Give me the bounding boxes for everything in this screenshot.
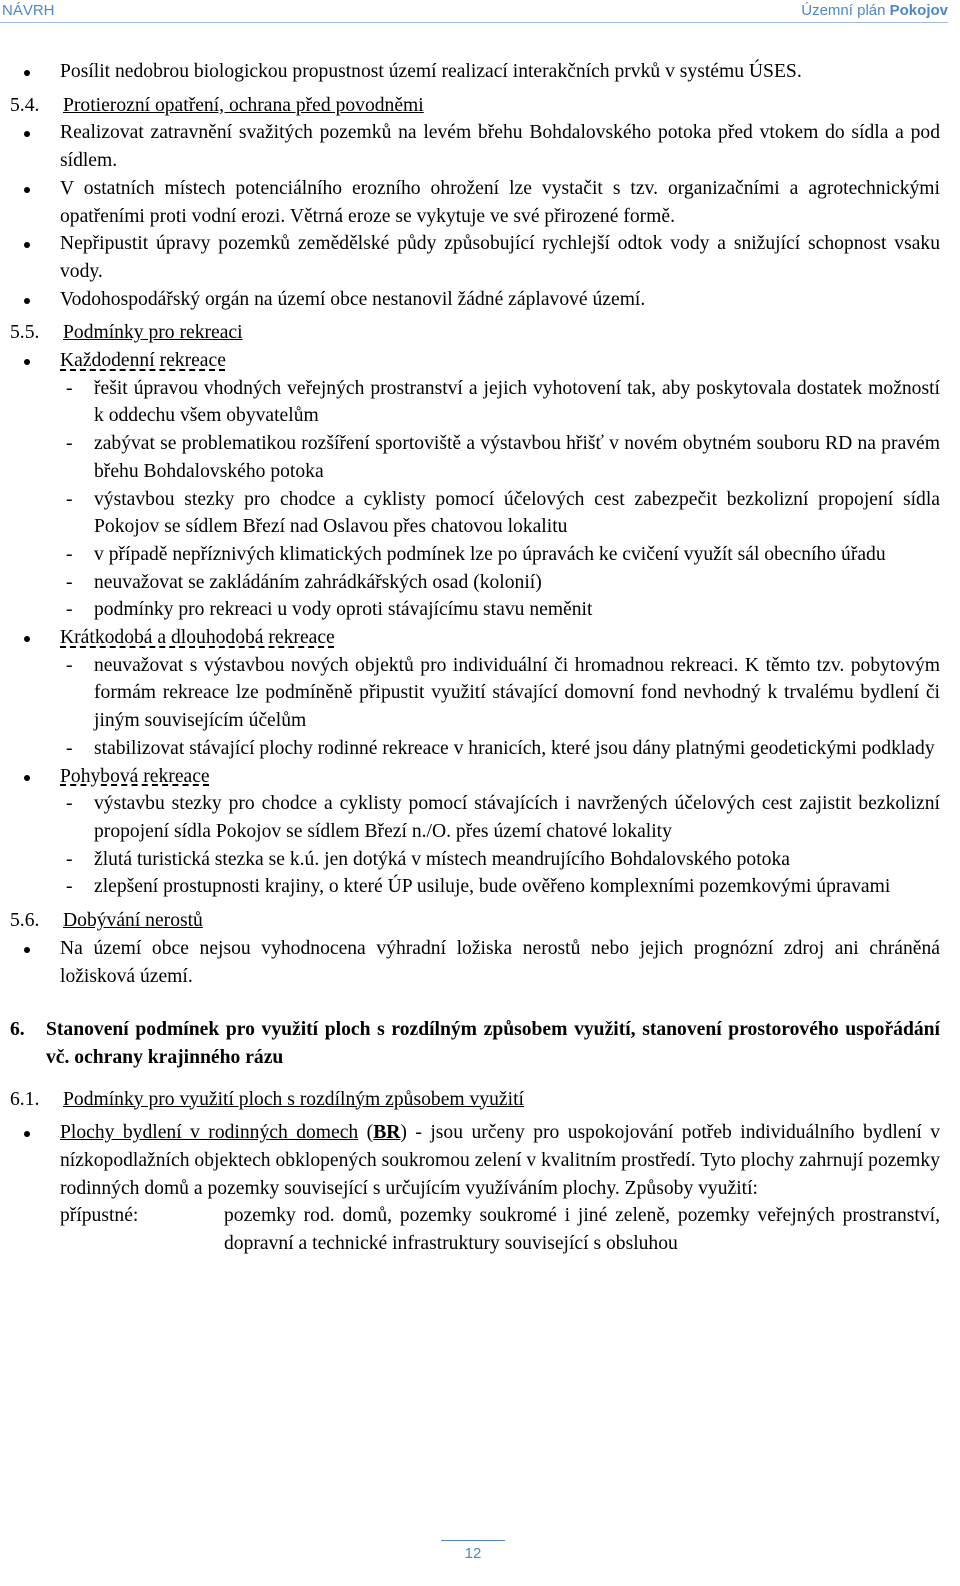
bullet-icon (24, 1131, 30, 1137)
bullet-icon (24, 359, 30, 365)
subsection-title-daily-recreation: Každodenní rekreace (10, 347, 940, 375)
allowed-use-text: pozemky rod. domů, pozemky soukromé i jiné zeleně, pozemky veřejných prostranství, dopravní a technické infrastruktury související s obsluhou (224, 1205, 940, 1255)
bullet-icon (24, 131, 30, 137)
header-draft-label: NÁVRH (2, 2, 55, 19)
section-heading-5-6: 5.6. Dobývání nerostů (10, 910, 203, 932)
section-heading-6-1: 6.1. Podmínky pro využití ploch s rozdílným způsobem využití (10, 1088, 524, 1110)
list-item: Vodohospodářský orgán na území obce nestanovil žádné záplavové území. (10, 286, 940, 314)
list-item: Posílit nedobrou biologickou propustnost území realizací interakčních prvků v systému ÚSES. (10, 58, 940, 86)
allowed-use-row (10, 1202, 940, 1257)
bullet-icon (24, 187, 30, 193)
section-heading-5-5: 5.5. Podmínky pro rekreaci (10, 322, 243, 344)
bullet-icon (24, 947, 30, 953)
dash-item: - neuvažovat se zakládáním zahrádkářských osad (kolonií) (66, 571, 542, 593)
subsection-title-short-long-recreation: Krátkodobá a dlouhodobá rekreace (10, 624, 940, 652)
dash-item: - v případě nepříznivých klimatických podmínek lze po úpravách ke cvičení využít sál obecního úřadu (66, 543, 886, 565)
dash-item: - řešit úpravou vhodných veřejných prostranství a jejich vyhotovení tak, aby poskytovala dostatek možností k oddechu všem obyvatelům (66, 377, 940, 427)
footer-divider (441, 1540, 505, 1541)
allowed-use-label: přípustné: (60, 1205, 139, 1227)
section-heading-5-4: 5.4. Protierozní opatření, ochrana před povodněmi (10, 94, 424, 116)
dash-item: - neuvažovat s výstavbou nových objektů pro individuální či hromadnou rekreaci. K těmto tzv. pobytovým formám rekreace lze podmíněně připustit využití stávající domovní fond nevhodný k trvalému bydlení či jiným souvisejícím účelům (66, 654, 940, 732)
bullet-icon (24, 242, 30, 248)
list-item: Realizovat zatravnění svažitých pozemků na levém břehu Bohdalovského potoka před vtokem do sídla a pod sídlem. (10, 119, 940, 174)
bullet-icon (24, 636, 30, 642)
list-item: Nepřipustit úpravy pozemků zemědělské půdy způsobující rychlejší odtok vody a snižující schopnost vsaku vody. (10, 230, 940, 285)
page-header (0, 0, 948, 23)
page-content (10, 58, 940, 1258)
bullet-icon (24, 70, 30, 76)
dash-item: - žlutá turistická stezka se k.ú. jen dotýká v místech meandrujícího Bohdalovského potoka (66, 848, 790, 870)
list-item: Na území obce nejsou vyhodnocena výhradní ložiska nerostů nebo jejich prognózní zdroj ani chráněná ložisková území. (10, 935, 940, 990)
page-number: 12 (464, 1545, 482, 1562)
dash-item: - zlepšení prostupnosti krajiny, o které ÚP usiluje, bude ověřeno komplexními pozemkovými úpravami (66, 876, 891, 898)
dash-item: - stabilizovat stávající plochy rodinné rekreace v hranicích, které jsou dány platnými geodetickými podklady (66, 737, 935, 759)
dash-item: - podmínky pro rekreaci u vody oproti stávajícímu stavu neměnit (66, 599, 593, 621)
land-use-item-br: Plochy bydlení v rodinných domech (BR) - jsou určeny pro uspokojování potřeb individuálního bydlení v nízkopodlažních objektech obklopených soukromou zelení v kvalitním prostředí. Tyto plochy zahrnují pozemky rodinných domů a pozemky související s určujícím využíváním plochy. Způsoby využití: (10, 1119, 940, 1202)
chapter-heading-6: 6. Stanovení podmínek pro využití ploch s rozdílným způsobem využití, stanovení prostorového uspořádání vč. ochrany krajinného rázu (10, 1019, 940, 1068)
header-document-title: Územní plán Pokojov (801, 2, 948, 19)
subsection-title-active-recreation: Pohybová rekreace (10, 763, 940, 791)
bullet-icon (24, 298, 30, 304)
dash-item: - zabývat se problematikou rozšíření sportoviště a výstavbou hřišť v novém obytném souboru RD na pravém břehu Bohdalovského potoka (66, 433, 940, 482)
bullet-icon (24, 775, 30, 781)
dash-item: - výstavbu stezky pro chodce a cyklisty pomocí stávajících i navržených účelových cest zajistit bezkolizní propojení sídla Pokojov se sídlem Březí n./O. přes území chatové lokality (66, 793, 940, 842)
page-footer (0, 1540, 946, 1562)
list-item: V ostatních místech potenciálního erozního ohrožení lze vystačit s tzv. organizačními a agrotechnickými opatřeními proti vodní erozi. Větrná eroze se vykytuje ve své přirozené formě. (10, 175, 940, 230)
dash-item: - výstavbou stezky pro chodce a cyklisty pomocí účelových cest zabezpečit bezkolizní propojení sídla Pokojov se sídlem Březí nad Oslavou přes chatovou lokalitu (66, 488, 940, 538)
